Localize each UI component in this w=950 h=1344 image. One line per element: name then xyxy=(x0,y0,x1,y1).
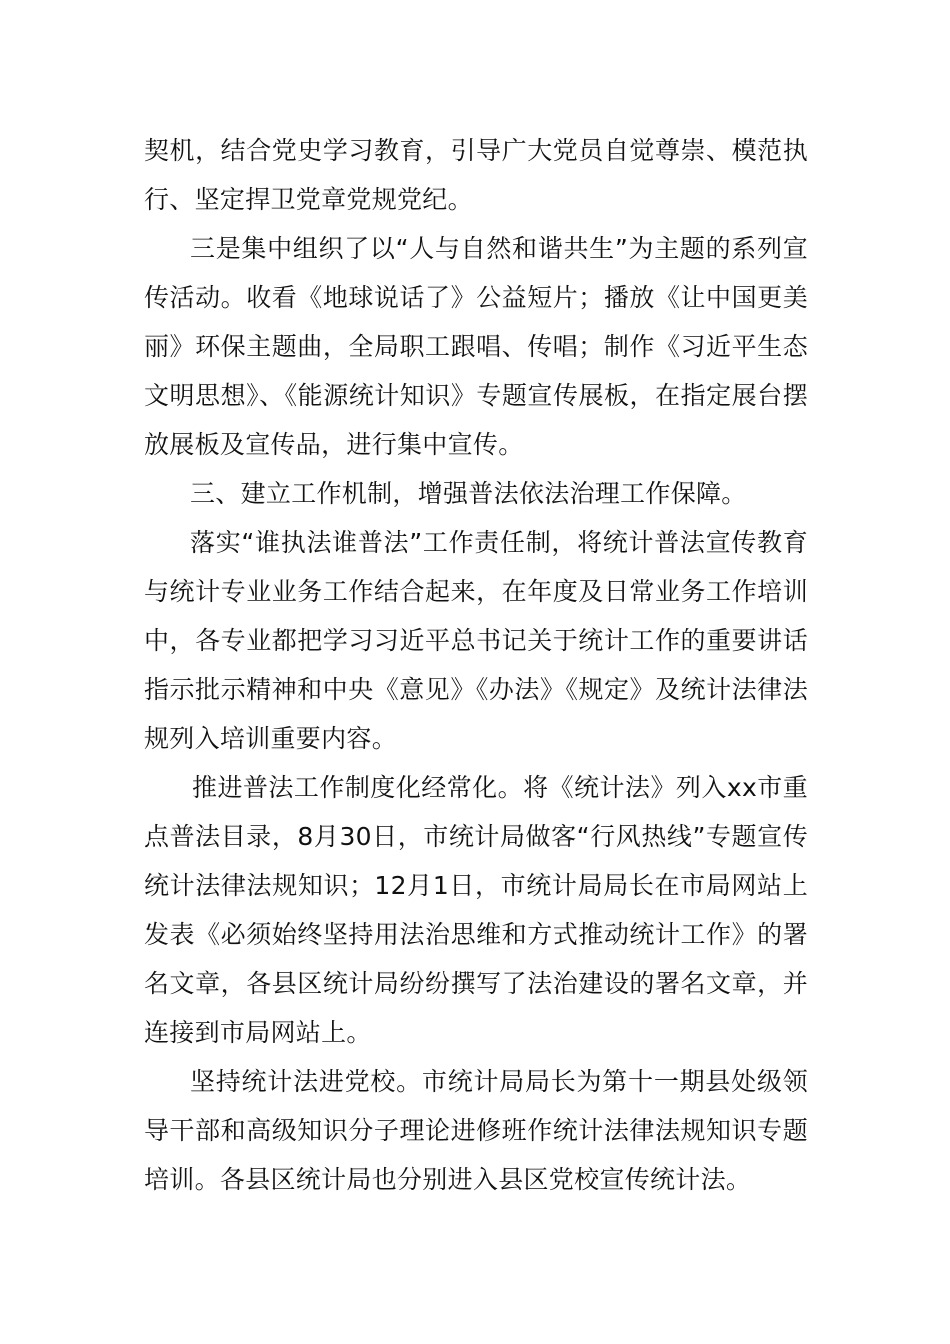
paragraph-party-school: 坚持统计法进党校。市统计局局长为第十一期县处级领导干部和高级知识分子理论进修班作统计法律法规知识专题培训。各县区统计局也分别进入县区党校宣传统计法。 xyxy=(144,1067,808,1194)
paragraph-institutionalization: 推进普法工作制度化经常化。将《统计法》列入xx市重点普法目录，8月30日，市统计局做客“行风热线”专题宣传统计法律法规知识；12月1日，市统计局局长在市局网站上发表《必须始终坚持用法治思维和方式推动统计工作》的署名文章，各县区统计局纷纷撰写了法治建设的署名文章，并连接到市局网站上。 xyxy=(144,773,808,1047)
document-body xyxy=(144,126,808,1204)
paragraph-theme-campaign: 三是集中组织了以“人与自然和谐共生”为主题的系列宣传活动。收看《地球说话了》公益短片；播放《让中国更美丽》环保主题曲，全局职工跟唱、传唱；制作《习近平生态文明思想》、《能源统计知识》专题宣传展板，在指定展台摆放展板及宣传品，进行集中宣传。 xyxy=(144,234,808,459)
paragraph-continuation: 契机，结合党史学习教育，引导广大党员自觉尊崇、模范执行、坚定捍卫党章党规党纪。 xyxy=(144,136,808,214)
paragraph-responsibility-system: 落实“谁执法谁普法”工作责任制，将统计普法宣传教育与统计专业业务工作结合起来，在年度及日常业务工作培训中，各专业都把学习习近平总书记关于统计工作的重要讲话指示批示精神和中央《意见》《办法》《规定》及统计法律法规列入培训重要内容。 xyxy=(144,528,808,753)
section-heading: 三、建立工作机制，增强普法依法治理工作保障。 xyxy=(190,479,747,508)
